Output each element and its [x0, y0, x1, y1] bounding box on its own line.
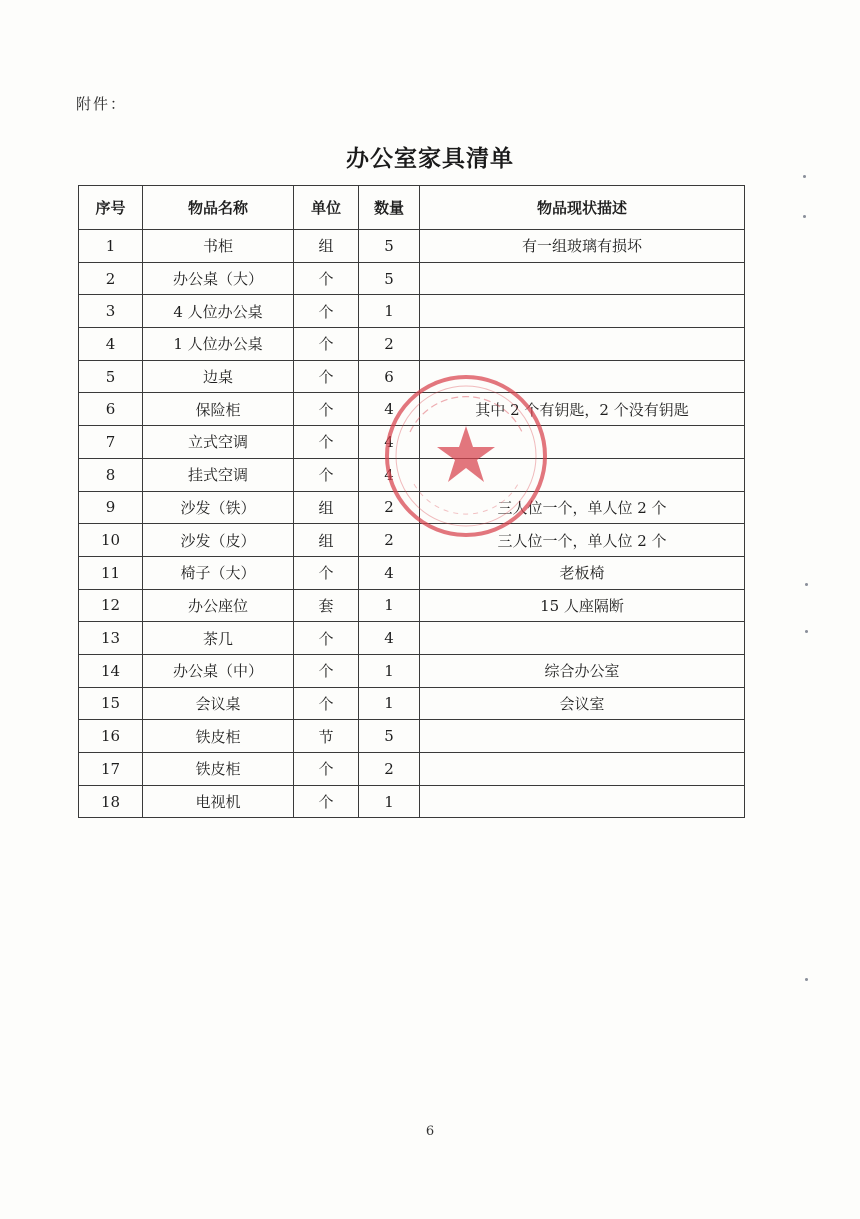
- cell-description: [420, 295, 745, 328]
- cell-unit: 个: [294, 753, 359, 786]
- table-row: [79, 687, 745, 720]
- cell-item-name: 1 人位办公桌: [143, 328, 294, 361]
- cell-index: 14: [79, 654, 143, 687]
- cell-description: [420, 720, 745, 753]
- cell-description: 老板椅: [420, 556, 745, 589]
- table-row: [79, 720, 745, 753]
- cell-index: 7: [79, 426, 143, 459]
- cell-quantity: 5: [359, 230, 420, 263]
- cell-index: 12: [79, 589, 143, 622]
- cell-unit: 个: [294, 360, 359, 393]
- table-row: [79, 524, 745, 557]
- cell-description: 三人位一个，单人位 2 个: [420, 524, 745, 557]
- cell-item-name: 边桌: [143, 360, 294, 393]
- table-row: [79, 295, 745, 328]
- cell-item-name: 铁皮柜: [143, 720, 294, 753]
- cell-item-name: 椅子（大）: [143, 556, 294, 589]
- cell-item-name: 电视机: [143, 785, 294, 818]
- cell-description: [420, 328, 745, 361]
- table-row: [79, 753, 745, 786]
- cell-quantity: 4: [359, 426, 420, 459]
- cell-unit: 个: [294, 556, 359, 589]
- cell-index: 9: [79, 491, 143, 524]
- cell-unit: 个: [294, 262, 359, 295]
- scan-speck: [803, 215, 806, 218]
- scan-speck: [805, 583, 808, 586]
- page-number: 6: [425, 1124, 435, 1139]
- table-row: [79, 393, 745, 426]
- cell-item-name: 会议桌: [143, 687, 294, 720]
- header-unit: 单位: [294, 186, 359, 230]
- cell-unit: 个: [294, 328, 359, 361]
- cell-item-name: 4 人位办公桌: [143, 295, 294, 328]
- cell-item-name: 立式空调: [143, 426, 294, 459]
- cell-description: 三人位一个，单人位 2 个: [420, 491, 745, 524]
- cell-index: 8: [79, 458, 143, 491]
- cell-index: 3: [79, 295, 143, 328]
- cell-unit: 节: [294, 720, 359, 753]
- cell-quantity: 1: [359, 589, 420, 622]
- cell-index: 18: [79, 785, 143, 818]
- cell-item-name: 沙发（皮）: [143, 524, 294, 557]
- cell-description: [420, 622, 745, 655]
- cell-quantity: 1: [359, 295, 420, 328]
- cell-description: 15 人座隔断: [420, 589, 745, 622]
- table-row: [79, 589, 745, 622]
- table-row: [79, 491, 745, 524]
- cell-unit: 个: [294, 654, 359, 687]
- cell-quantity: 2: [359, 753, 420, 786]
- cell-description: 综合办公室: [420, 654, 745, 687]
- cell-quantity: 2: [359, 491, 420, 524]
- cell-index: 11: [79, 556, 143, 589]
- cell-item-name: 办公桌（大）: [143, 262, 294, 295]
- cell-item-name: 办公座位: [143, 589, 294, 622]
- table-row: [79, 556, 745, 589]
- cell-description: [420, 785, 745, 818]
- cell-index: 17: [79, 753, 143, 786]
- scan-speck: [805, 978, 808, 981]
- cell-quantity: 4: [359, 556, 420, 589]
- cell-quantity: 1: [359, 785, 420, 818]
- cell-description: 其中 2 个有钥匙，2 个没有钥匙: [420, 393, 745, 426]
- cell-quantity: 6: [359, 360, 420, 393]
- page-title: 办公室家具清单: [346, 146, 514, 172]
- cell-description: [420, 360, 745, 393]
- table-header-row: [79, 186, 745, 230]
- table-row: [79, 622, 745, 655]
- table-row: [79, 785, 745, 818]
- cell-item-name: 茶几: [143, 622, 294, 655]
- cell-unit: 个: [294, 295, 359, 328]
- cell-description: [420, 262, 745, 295]
- scan-speck: [805, 630, 808, 633]
- cell-unit: 个: [294, 687, 359, 720]
- cell-quantity: 4: [359, 393, 420, 426]
- cell-item-name: 沙发（铁）: [143, 491, 294, 524]
- cell-item-name: 挂式空调: [143, 458, 294, 491]
- cell-index: 2: [79, 262, 143, 295]
- cell-quantity: 4: [359, 622, 420, 655]
- cell-description: 会议室: [420, 687, 745, 720]
- cell-index: 10: [79, 524, 143, 557]
- cell-unit: 个: [294, 785, 359, 818]
- cell-index: 1: [79, 230, 143, 263]
- cell-description: [420, 458, 745, 491]
- cell-quantity: 5: [359, 262, 420, 295]
- header-index: 序号: [79, 186, 143, 230]
- cell-item-name: 办公桌（中）: [143, 654, 294, 687]
- cell-item-name: 保险柜: [143, 393, 294, 426]
- header-item-name: 物品名称: [143, 186, 294, 230]
- cell-quantity: 1: [359, 687, 420, 720]
- cell-unit: 个: [294, 393, 359, 426]
- attachment-label: 附件：: [76, 95, 128, 113]
- cell-index: 13: [79, 622, 143, 655]
- table-row: [79, 262, 745, 295]
- table-row: [79, 360, 745, 393]
- header-quantity: 数量: [359, 186, 420, 230]
- cell-unit: 套: [294, 589, 359, 622]
- cell-index: 5: [79, 360, 143, 393]
- table-body: [79, 230, 745, 818]
- table-row: [79, 328, 745, 361]
- table-row: [79, 458, 745, 491]
- cell-unit: 个: [294, 426, 359, 459]
- cell-item-name: 书柜: [143, 230, 294, 263]
- cell-quantity: 5: [359, 720, 420, 753]
- header-description: 物品现状描述: [420, 186, 745, 230]
- cell-unit: 组: [294, 230, 359, 263]
- cell-description: [420, 753, 745, 786]
- cell-unit: 个: [294, 458, 359, 491]
- cell-description: [420, 426, 745, 459]
- table-row: [79, 426, 745, 459]
- furniture-table: [78, 185, 745, 818]
- cell-index: 6: [79, 393, 143, 426]
- cell-unit: 组: [294, 491, 359, 524]
- cell-index: 4: [79, 328, 143, 361]
- cell-index: 15: [79, 687, 143, 720]
- cell-unit: 个: [294, 622, 359, 655]
- cell-quantity: 2: [359, 524, 420, 557]
- cell-item-name: 铁皮柜: [143, 753, 294, 786]
- table-row: [79, 654, 745, 687]
- cell-index: 16: [79, 720, 143, 753]
- scan-speck: [803, 175, 806, 178]
- table-row: [79, 230, 745, 263]
- cell-quantity: 2: [359, 328, 420, 361]
- cell-description: 有一组玻璃有损坏: [420, 230, 745, 263]
- cell-quantity: 4: [359, 458, 420, 491]
- cell-quantity: 1: [359, 654, 420, 687]
- cell-unit: 组: [294, 524, 359, 557]
